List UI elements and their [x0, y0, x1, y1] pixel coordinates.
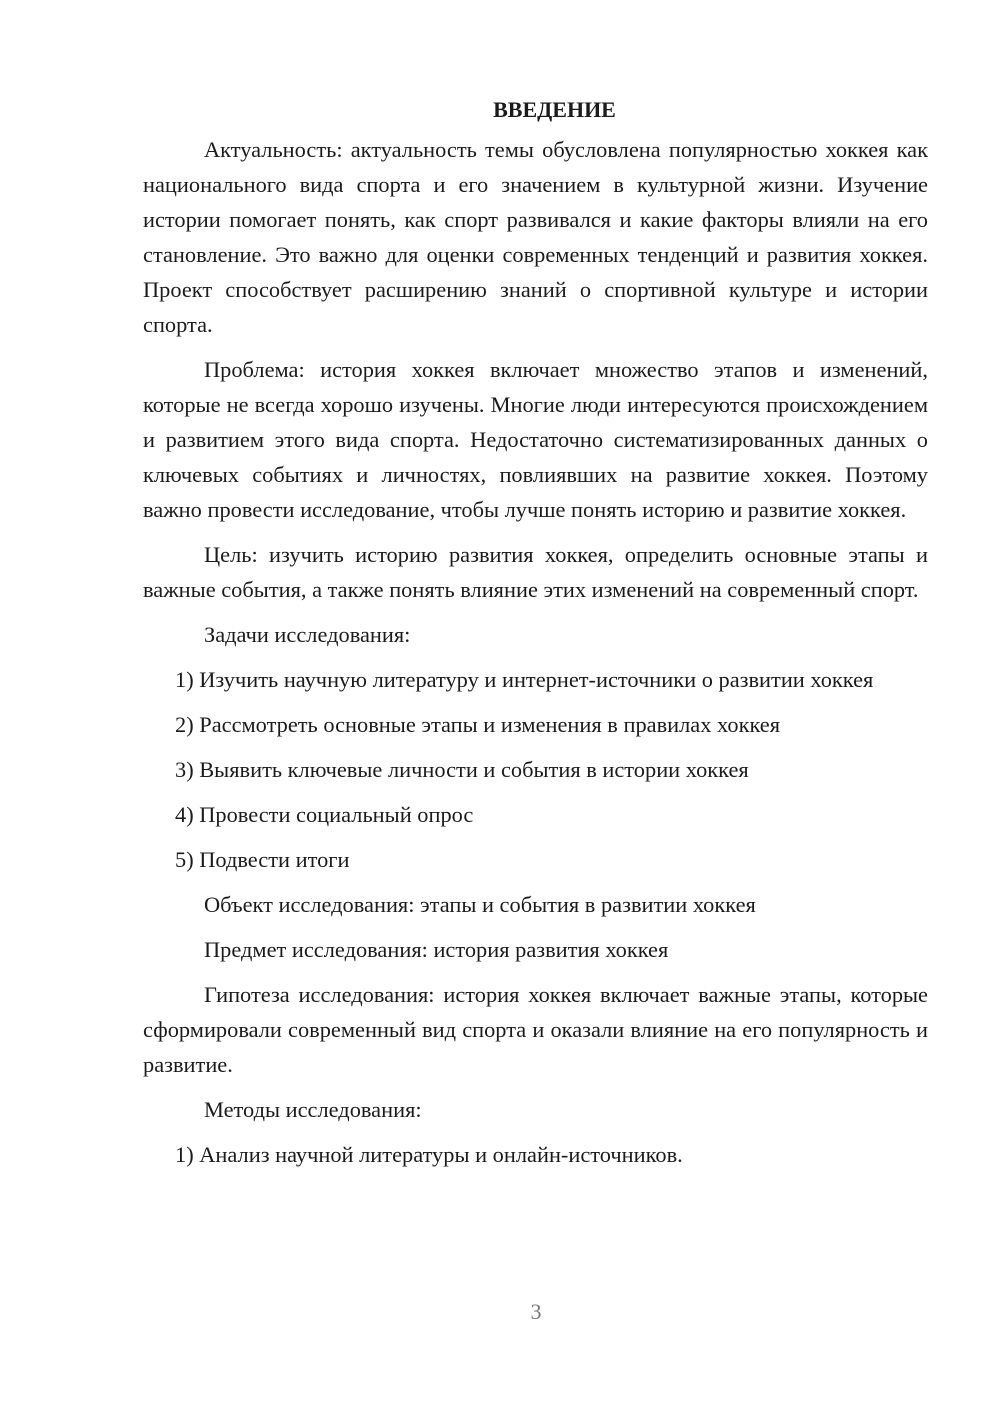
methods-title: Методы исследования: — [204, 1097, 422, 1122]
task-item: 2) Рассмотреть основные этапы и изменения в правилах хоккея — [175, 712, 781, 737]
problem-paragraph: Проблема: история хоккея включает множество этапов и изменений, которые не всегда хорошо изучены. Многие люди интересуются происхождением и развитием этого вида спорта. Недостаточно систематизированных данных о ключевых событиях и личностях, повлиявших на развитие хоккея. Поэтому важно провести исследование, чтобы лучше понять историю и развитие хоккея. — [143, 357, 928, 522]
object-paragraph: Объект исследования: этапы и события в развитии хоккея — [204, 892, 756, 917]
relevance-paragraph: Актуальность: актуальность темы обусловлена популярностью хоккея как национального вида спорта и его значением в культурной жизни. Изучение истории помогает понять, как спорт развивался и какие факторы влияли на его становление. Это важно для оценки современных тенденций и развития хоккея. Проект способствует расширению знаний о спортивной культуре и истории спорта. — [143, 137, 928, 337]
task-item: 1) Изучить научную литературу и интернет-источники о развитии хоккея — [175, 667, 874, 692]
page-number: 3 — [530, 1299, 542, 1324]
page-body — [143, 92, 928, 1182]
goal-paragraph: Цель: изучить историю развития хоккея, определить основные этапы и важные события, а также понять влияние этих изменений на современный спорт. — [143, 542, 928, 602]
task-item: 3) Выявить ключевые личности и события в истории хоккея — [175, 757, 749, 782]
method-item: 1) Анализ научной литературы и онлайн-источников. — [175, 1142, 683, 1167]
task-item: 4) Провести социальный опрос — [175, 802, 474, 827]
task-item: 5) Подвести итоги — [175, 847, 350, 872]
tasks-title: Задачи исследования: — [204, 622, 411, 647]
hypothesis-paragraph: Гипотеза исследования: история хоккея включает важные этапы, которые сформировали современный вид спорта и оказали влияние на его популярность и развитие. — [143, 982, 928, 1077]
section-heading: ВВЕДЕНИЕ — [493, 97, 616, 122]
subject-paragraph: Предмет исследования: история развития хоккея — [204, 937, 669, 962]
